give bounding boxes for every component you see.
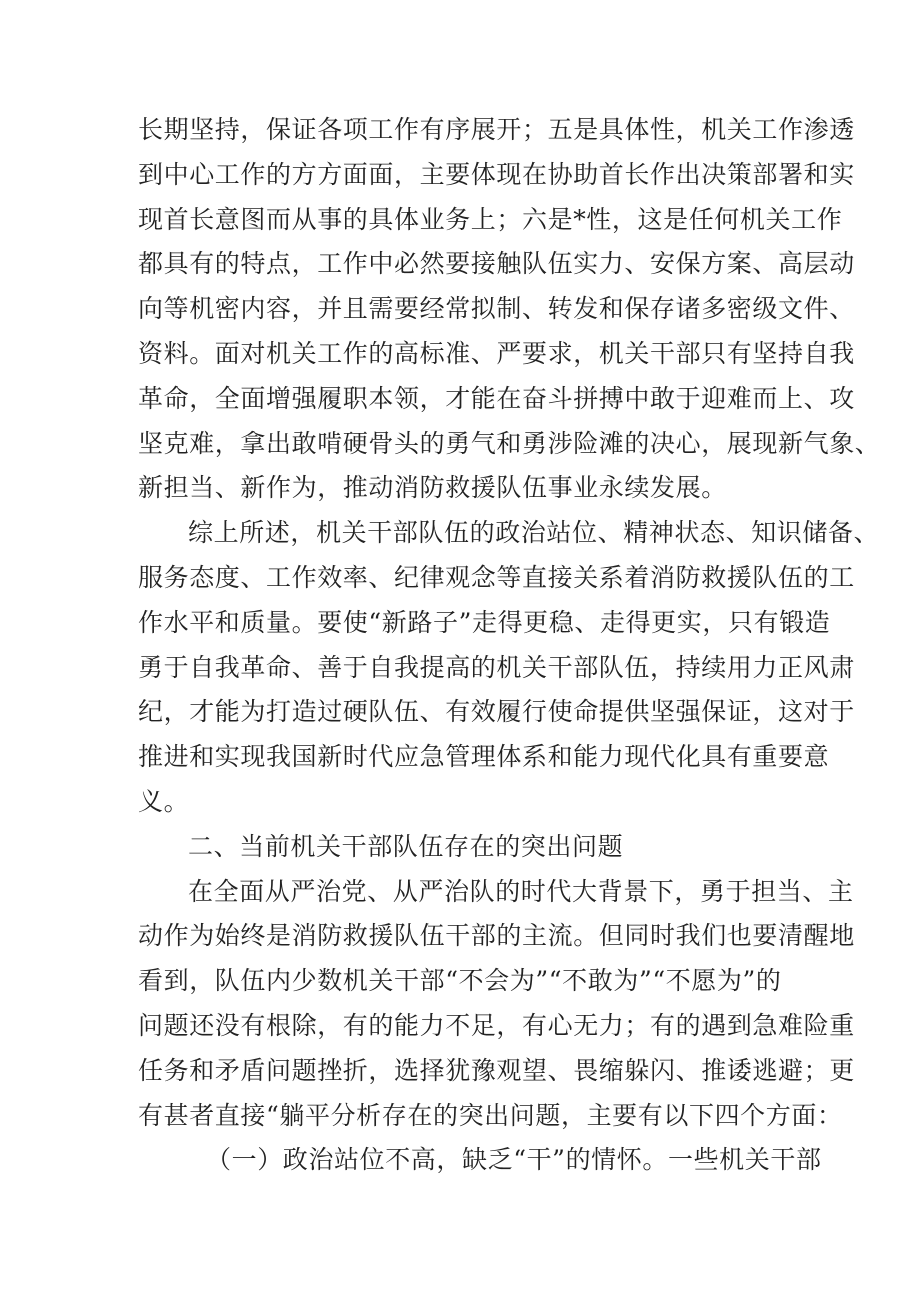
text-line: 革命，全面增强履职本领，才能在奋斗拼搏中敢于迎难而上、攻	[138, 383, 855, 413]
text-line: 看到，队伍内少数机关干部“不会为”“不敢为”“不愿为”的	[138, 966, 782, 996]
text-line: 有甚者直接“躺平分析存在的突出问题，主要有以下四个方面：	[138, 1100, 843, 1130]
text-line: 勇于自我革命、善于自我提高的机关干部队伍，持续用力正风肃	[138, 652, 855, 682]
text-line: 服务态度、工作效率、纪律观念等直接关系着消防救援队伍的工	[138, 562, 855, 592]
text-line: 现首长意图而从事的具体业务上；六是*性，这是任何机关工作	[138, 204, 843, 234]
document-body	[138, 108, 881, 1183]
text-line: 向等机密内容，并且需要经常拟制、转发和保存诸多密级文件、	[138, 294, 855, 324]
text-line: 动作为始终是消防救援队伍干部的主流。但同时我们也要清醒地	[138, 921, 855, 951]
text-line: 资料。面对机关工作的高标准、严要求，机关干部只有坚持自我	[138, 338, 855, 368]
text-line: 坚克难，拿出敢啃硬骨头的勇气和勇涉险滩的决心，展现新气象、	[138, 428, 881, 458]
text-line: 推进和实现我国新时代应急管理体系和能力现代化具有重要意	[138, 742, 830, 772]
text-line: 纪，才能为打造过硬队伍、有效履行使命提供坚强保证，这对于	[138, 697, 855, 727]
section-heading: 二、当前机关干部队伍存在的突出问题	[188, 831, 624, 861]
paragraph-start-line: 在全面从严治党、从严治队的时代大背景下，勇于担当、主	[188, 876, 854, 906]
text-line: 到中心工作的方方面面，主要体现在协助首长作出决策部署和实	[138, 159, 855, 189]
text-line: 义。	[138, 786, 190, 816]
text-line: 长期坚持，保证各项工作有序展开；五是具体性，机关工作渗透	[138, 115, 855, 144]
text-line: 问题还没有根除，有的能力不足，有心无力；有的遇到急难险重	[138, 1010, 855, 1040]
text-line: 新担当、新作为，推动消防救援队伍事业永续发展。	[138, 473, 727, 503]
text-line: 任务和矛盾问题挫折，选择犹豫观望、畏缩躲闪、推诿逃避；更	[138, 1055, 855, 1085]
subsection-heading-line: （一）政治站位不高，缺乏“干”的情怀。一些机关干部	[206, 1145, 822, 1175]
text-line: 作水平和质量。要使“新路子”走得更稳、走得更实，只有锻造	[138, 607, 831, 637]
paragraph-start-line: 综上所述，机关干部队伍的政治站位、精神状态、知识储备、	[188, 518, 880, 548]
text-line: 都具有的特点，工作中必然要接触队伍实力、安保方案、高层动	[138, 249, 855, 279]
